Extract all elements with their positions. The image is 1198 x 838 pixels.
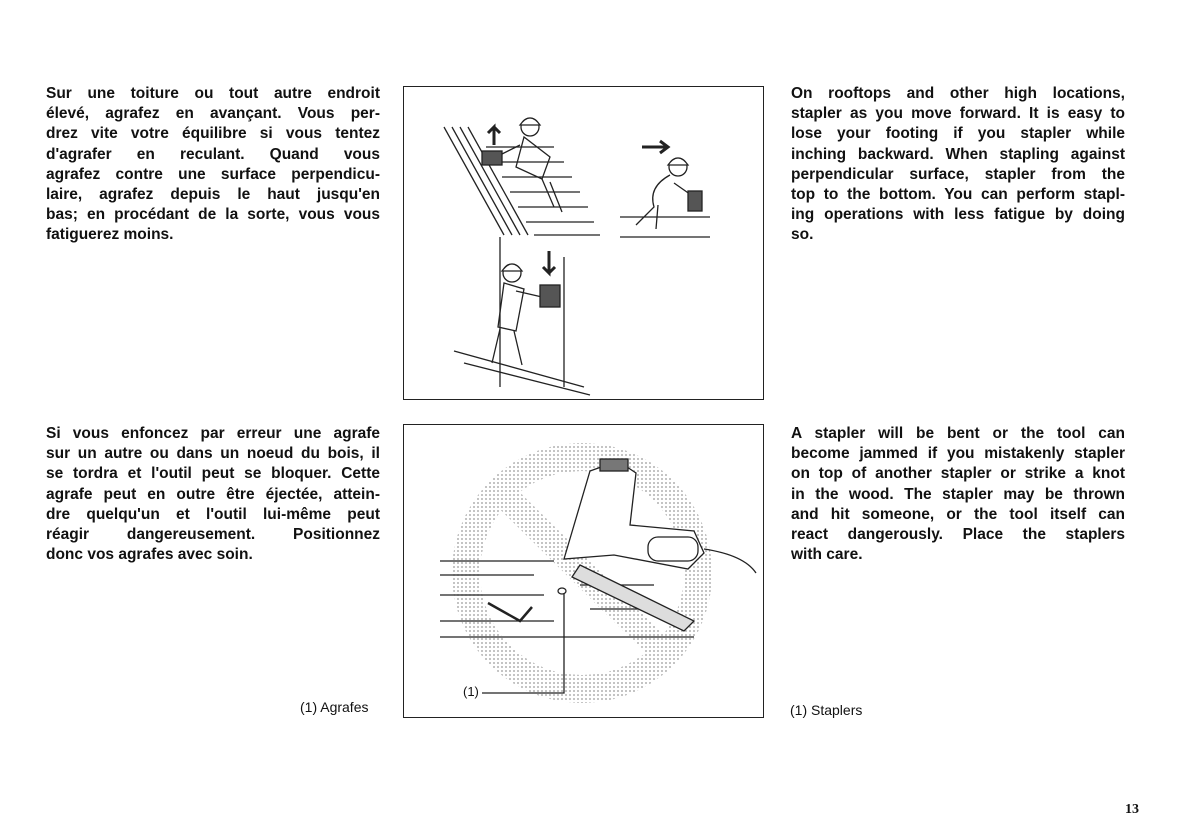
french-paragraph-jam [46,424,380,565]
text-line: with care. [791,546,863,564]
text-line: top to the bottom. You can perform stapl- [791,186,1125,204]
text-line: dre quelqu'un et l'outil lui-même peut [46,505,380,523]
worker3-body [498,283,524,331]
bent-staple [488,603,532,621]
up-arrow-icon [488,127,500,145]
nailer-tool [482,151,502,165]
text-line: fatiguerez moins. [46,226,174,244]
rooftop-stapling-figure [403,86,764,400]
ground-line [464,363,590,395]
text-line: d'agrafer en reculant. Quand vous [46,145,380,163]
worker3-legs [492,329,522,365]
text-line: bas; en procédant de la sorte, vous vous [46,206,380,224]
text-line: se tordra et l'outil peut se bloquer. Cette [46,465,380,483]
text-line: react dangerously. Place the staplers [791,526,1125,544]
roof-edge [460,127,520,235]
nailer-grip [648,537,698,561]
roof-edge [452,127,512,235]
text-line: stapler as you move forward. It is easy to [791,105,1125,123]
text-line: ing operations with less fatigue by doing [791,206,1125,224]
nailer-top [600,459,628,471]
text-line: donc vos agrafes avec soin. [46,546,253,564]
text-line: laire, agrafez depuis le haut jusqu'en [46,186,380,204]
text-line: agrafez contre une surface perpendicu- [46,165,380,183]
text-line: drez vite votre équilibre si vous tentez [46,125,380,143]
figure-callout-label: (1) [463,684,479,699]
french-paragraph-rooftop [46,84,380,246]
french-caption: (1) Agrafes [300,699,369,715]
rooftop-illustration [404,87,763,399]
worker2-helmet [668,158,688,165]
text-line: agrafe peut en outre être éjectée, attein- [46,485,380,503]
text-line: Si vous enfoncez par erreur une agrafe [46,425,380,442]
text-line: élevé, agrafez en avançant. Vous per- [46,105,380,123]
text-line: A stapler will be bent or the tool can [791,425,1125,442]
worker-body [516,137,550,179]
down-arrow-icon [543,251,555,273]
worker3-arm [516,291,542,297]
wood-knot [558,588,566,594]
page-number: 13 [1125,802,1139,817]
english-caption: (1) Staplers [790,702,863,718]
prohibited-illustration [404,425,763,717]
roof-edge [468,127,528,235]
text-line: perpendicular surface, stapler from the [791,165,1125,183]
text-line: sur un autre ou dans un noeud du bois, il [46,445,380,463]
text-line: réagir dangereusement. Positionnez [46,526,380,544]
text-line: and hit someone, or the tool itself can [791,505,1125,523]
text-line: On rooftops and other high locations, [791,85,1125,102]
english-paragraph-jam [791,424,1125,565]
text-line: Sur une toiture ou tout autre endroit [46,85,380,102]
text-line: on top of another stapler or strike a knot [791,465,1125,483]
text-line: so. [791,226,814,244]
nailer-tool2 [688,191,702,211]
text-line: lose your footing if you stapler while [791,125,1125,143]
english-paragraph-rooftop [791,84,1125,246]
nailer-tool3 [540,285,560,307]
worker3-helmet [502,264,522,271]
worker-helmet [520,118,540,125]
text-line: in the wood. The stapler may be thrown [791,485,1125,503]
jammed-stapler-figure [403,424,764,718]
text-line: become jammed if you mistakenly stapler [791,445,1125,463]
right-arrow-icon [642,141,668,153]
text-line: inching backward. When stapling against [791,145,1125,163]
worker2-body [636,175,670,229]
